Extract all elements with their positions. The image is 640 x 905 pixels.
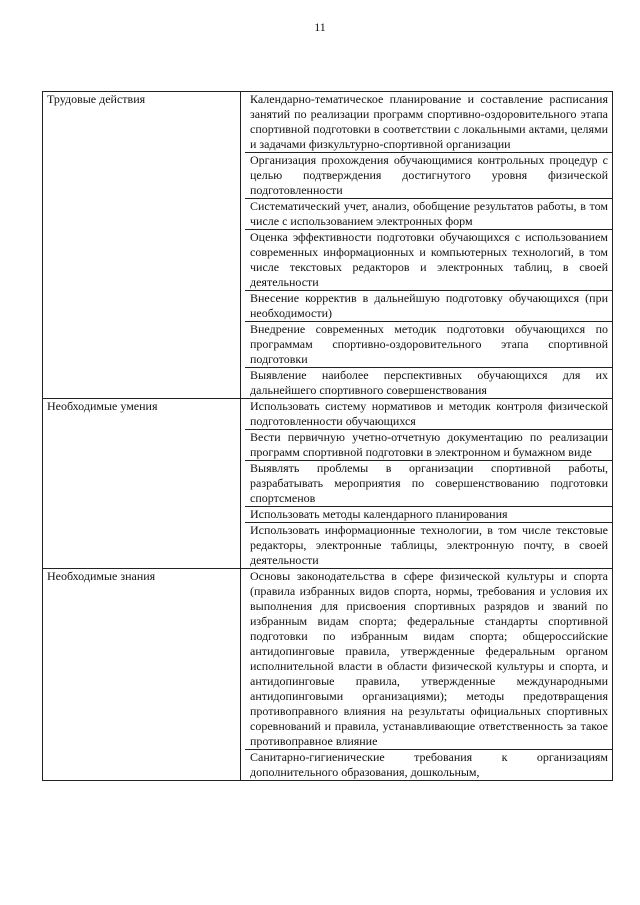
list-item: Вести первичную учетно-отчетную документацию по реализации программ спортивной подготовки в электронном и бумажном виде	[245, 429, 612, 460]
table-row	[43, 569, 613, 781]
list-item: Выявление наиболее перспективных обучающихся для их дальнейшего спортивного совершенствования	[245, 367, 612, 398]
list-item: Внедрение современных методик подготовки обучающихся по программам спортивно-оздоровительного этапа спортивной подготовки	[245, 321, 612, 367]
qualification-table	[42, 91, 613, 781]
list-item: Использовать систему нормативов и методик контроля физической подготовленности обучающихся	[250, 399, 608, 428]
list-item: Выявлять проблемы в организации спортивной работы, разрабатывать мероприятия по совершенствованию подготовки спортсменов	[245, 460, 612, 506]
row-content-required-knowledge	[241, 569, 613, 781]
row-content-labor-actions	[241, 92, 613, 399]
list-item: Систематический учет, анализ, обобщение результатов работы, в том числе с использованием электронных форм	[245, 198, 612, 229]
list-item: Организация прохождения обучающимися контрольных процедур с целью подтверждения достигнутого уровня физической подготовленности	[245, 152, 612, 198]
row-label-required-knowledge: Необходимые знания	[43, 569, 241, 781]
list-item: Использовать информационные технологии, в том числе текстовые редакторы, электронные таблицы, электронную почту, в своей деятельности	[245, 522, 612, 568]
page-number: 11	[314, 20, 326, 34]
table-row	[43, 92, 613, 399]
row-label-labor-actions: Трудовые действия	[43, 92, 241, 399]
list-item: Санитарно-гигиенические требования к организациям дополнительного образования, дошкольным,	[245, 749, 612, 780]
row-content-required-skills	[241, 399, 613, 569]
list-item: Календарно-тематическое планирование и составление расписания занятий по реализации программ спортивно-оздоровительного этапа спортивной подготовки в соответствии с локальными актами, целями и задачами физкультурно-спортивной организации	[250, 92, 608, 151]
table-row	[43, 399, 613, 569]
list-item: Использовать методы календарного планирования	[245, 506, 612, 522]
list-item: Внесение корректив в дальнейшую подготовку обучающихся (при необходимости)	[245, 290, 612, 321]
row-label-required-skills: Необходимые умения	[43, 399, 241, 569]
list-item: Оценка эффективности подготовки обучающихся с использованием современных информационных и компьютерных технологий, в том числе текстовых редакторов и электронных таблиц, в своей деятельности	[245, 229, 612, 290]
list-item: Основы законодательства в сфере физической культуры и спорта (правила избранных видов спорта, нормы, требования и условия их выполнения для присвоения спортивных разрядов и званий по избранным видам спорта; федеральные стандарты спортивной подготовки по избранным видам спорта; общероссийские антидопинговые правила, утвержденные федеральным органом исполнительной власти в области физической культуры и спорта, и антидопинговые правила, утвержденные международными антидопинговыми организациями); методы предотвращения противоправного влияния на результаты официальных спортивных соревнований и правила, устанавливающие ответственность за такое противоправное влияние	[250, 569, 608, 748]
